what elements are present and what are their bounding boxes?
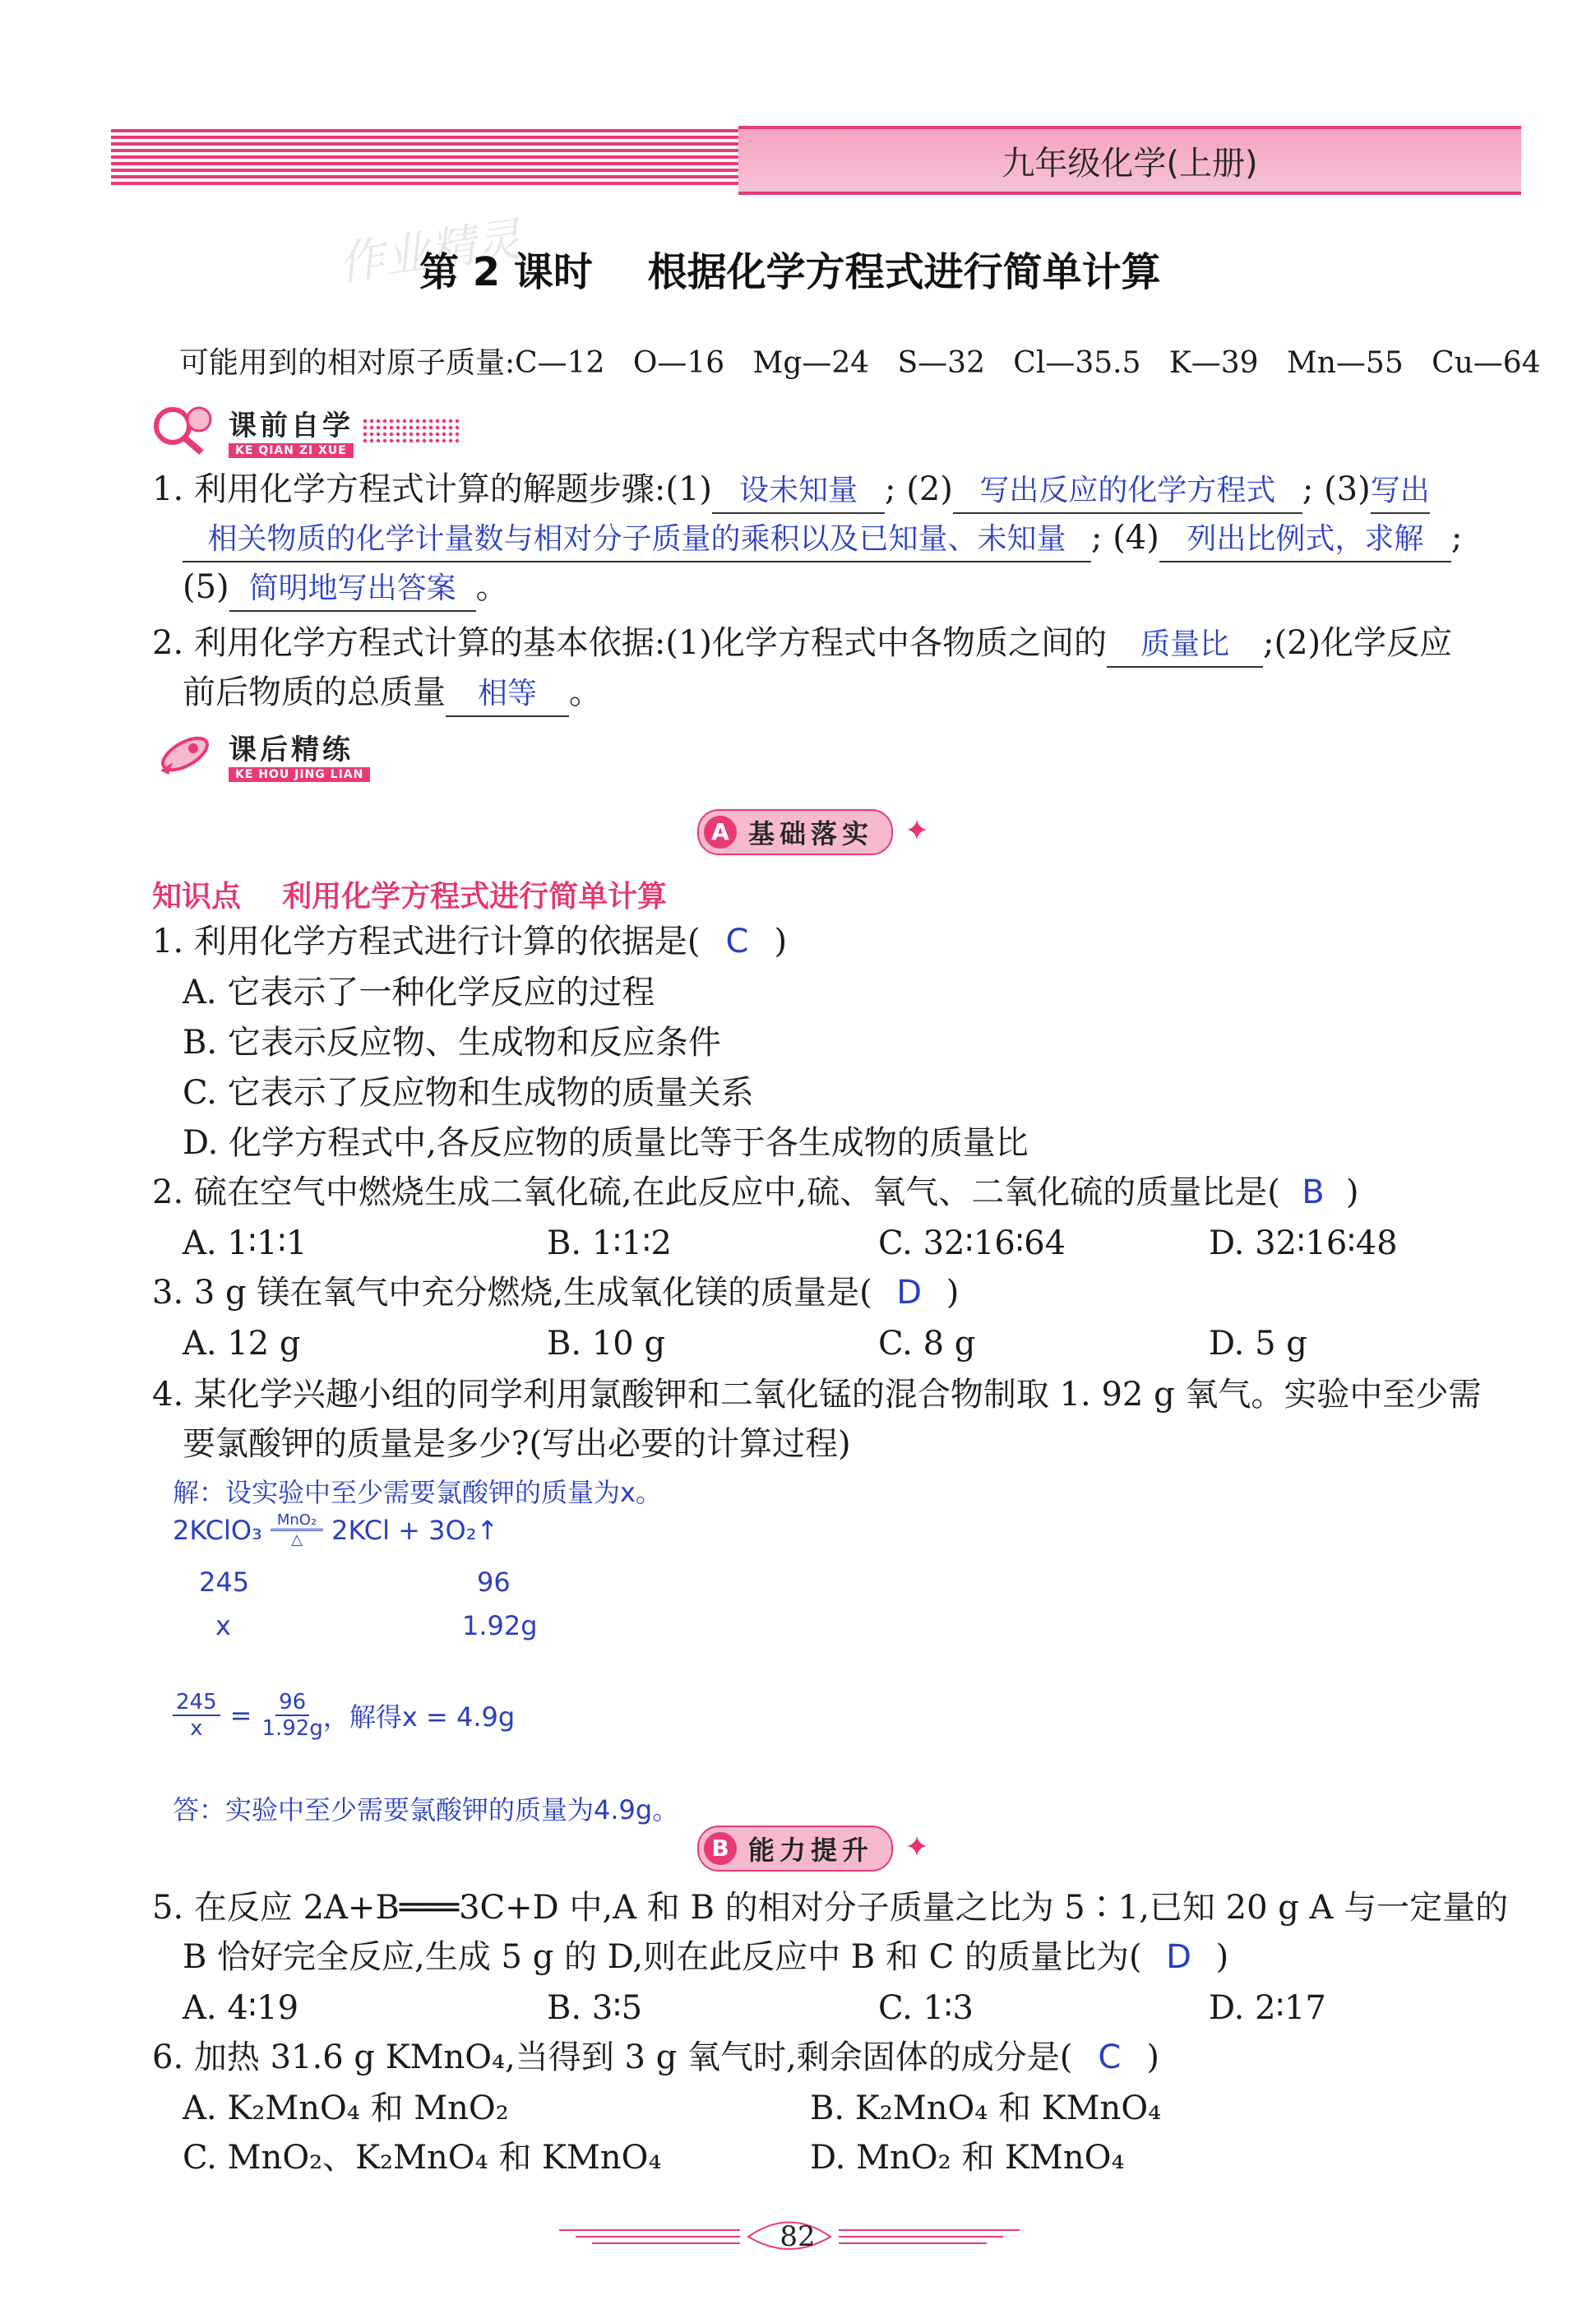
pre-class-title: 课前自学 <box>229 409 354 442</box>
q6-stem: 6. 加热 31.6 g KMnO₄,当得到 3 g 氧气时,剩余固体的成分是( C ) <box>152 2033 1159 2082</box>
blank[interactable]: 写出 <box>1371 470 1430 514</box>
section-a-letter: A <box>704 816 737 849</box>
q4-line2: 要氯酸钾的质量是多少?(写出必要的计算过程) <box>183 1425 851 1463</box>
q1-stem: 1. 利用化学方程式进行计算的依据是( C ) <box>152 917 787 966</box>
q5-line1: 5. 在反应 2A+B═══3C+D 中,A 和 B 的相对分子质量之比为 5∶1,已知 20 g A 与一定量的 <box>152 1889 1509 1927</box>
star-icon: ✦ <box>904 814 930 848</box>
pre-class-banner <box>148 401 460 459</box>
q3-option-d: D. 5 g <box>1209 1325 1307 1363</box>
after-class-subtitle: KE HOU JING LIAN <box>229 767 370 782</box>
q5-option-d: D. 2∶17 <box>1209 1989 1326 2027</box>
section-a-title: 基础落实 <box>748 818 874 849</box>
reaction-equation: 2KClO₃ MnO₂ △ 2KCl + 3O₂↑ <box>173 1511 499 1548</box>
blank[interactable]: 写出反应的化学方程式 <box>953 470 1302 514</box>
q3-option-b: B. 10 g <box>547 1325 666 1363</box>
pre-q2-line2: 前后物质的总质量 相等 。 <box>183 668 602 717</box>
blank[interactable]: 相关物质的化学计量数与相对分子质量的乘积以及已知量、未知量 <box>183 518 1091 562</box>
q1-option-c: C. 它表示了反应物和生成物的质量关系 <box>183 1074 754 1112</box>
q2-option-a: A. 1∶1∶1 <box>183 1224 308 1262</box>
blank[interactable]: 设未知量 <box>712 470 885 514</box>
blank[interactable]: 简明地写出答案 <box>229 567 476 612</box>
knowledge-point: 知识点 利用化学方程式进行简单计算 <box>152 880 668 914</box>
q6-option-a: A. K₂MnO₄ 和 MnO₂ <box>183 2089 509 2127</box>
book-title: 九年级化学(上册) <box>1002 144 1258 183</box>
answer: D <box>1166 1938 1191 1976</box>
reaction-arrow: MnO₂ △ <box>271 1511 323 1548</box>
pre-q1-line3: (5) 简明地写出答案 。 <box>183 562 509 612</box>
q5-option-c: C. 1∶3 <box>878 1989 974 2027</box>
q6-option-b: B. K₂MnO₄ 和 KMnO₄ <box>810 2089 1162 2127</box>
answer: D <box>896 1274 923 1312</box>
watermark: 作业精灵 <box>335 212 525 292</box>
q6-option-c: C. MnO₂、K₂MnO₄ 和 KMnO₄ <box>183 2139 662 2177</box>
rocket-icon <box>148 725 222 783</box>
lesson-title: 第 2 课时 根据化学方程式进行简单计算 <box>419 249 1161 295</box>
q1-option-a: A. 它表示了一种化学反应的过程 <box>183 974 655 1011</box>
blank[interactable]: 质量比 <box>1107 623 1263 668</box>
q5-option-b: B. 3∶5 <box>547 1989 643 2027</box>
unknown-x: x <box>215 1610 231 1641</box>
atomic-masses: 可能用到的相对原子质量:C—12 O—16 Mg—24 S—32 Cl—35.5 K—39 Mn—55 Cu—64 <box>179 346 1541 380</box>
fraction-right: $\frac{96}{1.92g}$ <box>261 1690 323 1741</box>
answer: C <box>1098 2039 1122 2076</box>
q1-option-b: B. 它表示反应物、生成物和反应条件 <box>183 1024 721 1062</box>
star-icon: ✦ <box>904 1830 930 1864</box>
section-a-badge <box>697 809 893 855</box>
fraction-left: $\frac{245}{x}$ <box>173 1690 220 1741</box>
q2-option-c: C. 32∶16∶64 <box>878 1224 1066 1262</box>
magnifier-icon <box>148 401 222 459</box>
pre-q2-line1: 2. 利用化学方程式计算的基本依据:(1)化学方程式中各物质之间的 质量比 ;(2)化学反应 <box>152 618 1452 668</box>
section-b-letter: B <box>704 1832 737 1865</box>
q4-answer: 答：实验中至少需要氯酸钾的质量为4.9g。 <box>173 1794 679 1826</box>
q2-option-d: D. 32∶16∶48 <box>1209 1224 1398 1262</box>
q6-option-d: D. MnO₂ 和 KMnO₄ <box>810 2139 1125 2177</box>
blank[interactable]: 相等 <box>446 673 569 717</box>
page-number: 82 <box>779 2220 816 2253</box>
blank[interactable]: 列出比例式，求解 <box>1159 518 1451 562</box>
answer: B <box>1302 1173 1325 1211</box>
q1-option-d: D. 化学方程式中,各反应物的质量比等于各生成物的质量比 <box>183 1124 1029 1162</box>
q2-option-b: B. 1∶1∶2 <box>547 1224 672 1262</box>
q3-option-c: C. 8 g <box>878 1325 976 1363</box>
mass-245: 245 <box>199 1566 250 1598</box>
q3-option-a: A. 12 g <box>183 1325 301 1363</box>
proportion: $\frac{245}{x}$ = $\frac{96}{1.92g}$ ，解得x = 4.9g <box>173 1690 515 1741</box>
q2-stem: 2. 硫在空气中燃烧生成二氧化硫,在此反应中,硫、氧气、二氧化硫的质量比是( B ) <box>152 1168 1359 1217</box>
q5-line2: B 恰好完全反应,生成 5 g 的 D,则在此反应中 B 和 C 的质量比为( D ) <box>183 1932 1228 1982</box>
pre-q1-line2: 相关物质的化学计量数与相对分子质量的乘积以及已知量、未知量 ; (4) 列出比例式，求解 ; <box>183 513 1462 562</box>
section-b-title: 能力提升 <box>748 1835 874 1866</box>
given-mass: 1.92g <box>462 1610 538 1641</box>
solution-setup: 解：设实验中至少需要氯酸钾的质量为x。 <box>173 1477 662 1508</box>
section-b-badge <box>697 1826 893 1872</box>
q4-line1: 4. 某化学兴趣小组的同学利用氯酸钾和二氧化锰的混合物制取 1. 92 g 氧气。实验中至少需 <box>152 1376 1482 1414</box>
after-class-title: 课后精练 <box>229 733 354 766</box>
dots-decoration <box>362 418 460 442</box>
book-title-box <box>738 126 1521 195</box>
q3-stem: 3. 3 g 镁在氧气中充分燃烧,生成氧化镁的质量是( D ) <box>152 1268 959 1317</box>
pre-class-subtitle: KE QIAN ZI XUE <box>229 443 354 458</box>
pre-q1-line1: 1. 利用化学方程式计算的解题步骤:(1) 设未知量 ; (2) 写出反应的化学方程式 ; (3)写出 <box>152 465 1430 514</box>
q5-option-a: A. 4∶19 <box>183 1989 299 2027</box>
after-class-banner <box>148 725 370 783</box>
answer: C <box>725 923 749 960</box>
mass-96: 96 <box>477 1566 511 1598</box>
